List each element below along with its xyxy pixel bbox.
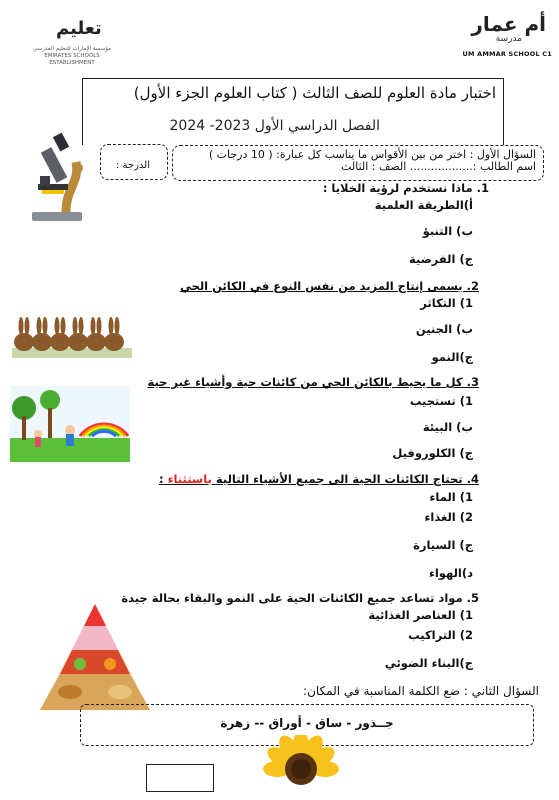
answer-5c: ج)البناء الضوئي	[384, 656, 473, 670]
answer-2a: 1) التكاثر	[420, 296, 473, 310]
semester-line: الفصل الدراسي الأول 2023- 2024	[169, 118, 380, 134]
logo-right-mark: أم عمار	[471, 12, 546, 36]
microscope-image	[22, 128, 92, 224]
question-4	[159, 472, 479, 486]
question1-instruction: السؤال الأول : اختر من بين الأقواس ما يناسب كل عبارة: ( 10 درجات )	[208, 148, 536, 161]
answer-4b: 2) الغذاء	[424, 510, 473, 524]
word-bank: جــذور - ساق - أوراق -- زهرة	[220, 716, 394, 730]
answer-5b: 2) التراكيب	[408, 628, 473, 642]
grade-label: الدرجة :	[116, 160, 150, 171]
logo-mark: تعليم	[56, 18, 102, 39]
answer-2c: ج)النمو	[431, 350, 473, 364]
answer-blank-box[interactable]	[146, 764, 214, 792]
sunflower-image	[226, 735, 376, 800]
food-pyramid-image	[40, 604, 150, 714]
answer-4a: 1) الماء	[429, 490, 473, 504]
answer-3b: ب) البيئة	[422, 420, 473, 434]
exam-title: اختبار مادة العلوم للصف الثالث ( كتاب العلوم الجزء الأول)	[133, 84, 496, 102]
logo-right-sub: مدرسة	[495, 34, 522, 44]
nature-scene-image	[10, 386, 130, 462]
answer-4d: د)الهواء	[428, 566, 473, 580]
question-4-except: باستثناء	[167, 472, 212, 486]
answer-3a: 1) تستجيب	[409, 394, 473, 408]
answer-1a: أ)الطريقة العلمية	[374, 198, 473, 212]
emirates-schools-logo	[26, 14, 118, 66]
logo-right-text: UM AMMAR SCHOOL C1	[462, 50, 552, 58]
question-3: 3. كل ما يحيط بالكائن الحي من كائنات حية وأشياء غير حية	[147, 375, 479, 389]
question-1: 1. ماذا نستخدم لرؤية الخلايا :	[322, 181, 489, 195]
answer-2b: ب) الجنين	[415, 322, 473, 336]
question-5: 5. مواد تساعد جميع الكائنات الحية على النمو والبقاء بحالة جيدة	[121, 591, 479, 605]
question-2: 2. يسمى إنتاج المزيد من نفس النوع في الكائن الحي	[179, 279, 479, 293]
answer-1b: ب) التنبؤ	[422, 224, 473, 238]
student-name-line: اسم الطالب :.................. الصف : الثالث	[341, 160, 536, 173]
answer-1c: ج) الفرضية	[408, 252, 473, 266]
answer-5a: 1) العناصر الغذائية	[368, 608, 473, 622]
question-4-colon: :	[159, 472, 164, 486]
question-4-main: 4. تحتاج الكائنات الحية الى جميع الأشياء التالية	[215, 472, 479, 486]
logo-left-text: مؤسسة الإمارات للتعليم المدرسي EMIRATES SCHOOLS ESTABLISHMENT	[32, 46, 112, 66]
answer-4c: ج) السيارة	[413, 538, 473, 552]
rabbits-image	[12, 314, 132, 358]
answer-3c: ج) الكلوروفيل	[392, 446, 473, 460]
um-ammar-school-logo	[462, 12, 552, 62]
question2-instruction: السؤال الثاني : ضع الكلمة المناسبة في المكان:	[303, 684, 539, 698]
